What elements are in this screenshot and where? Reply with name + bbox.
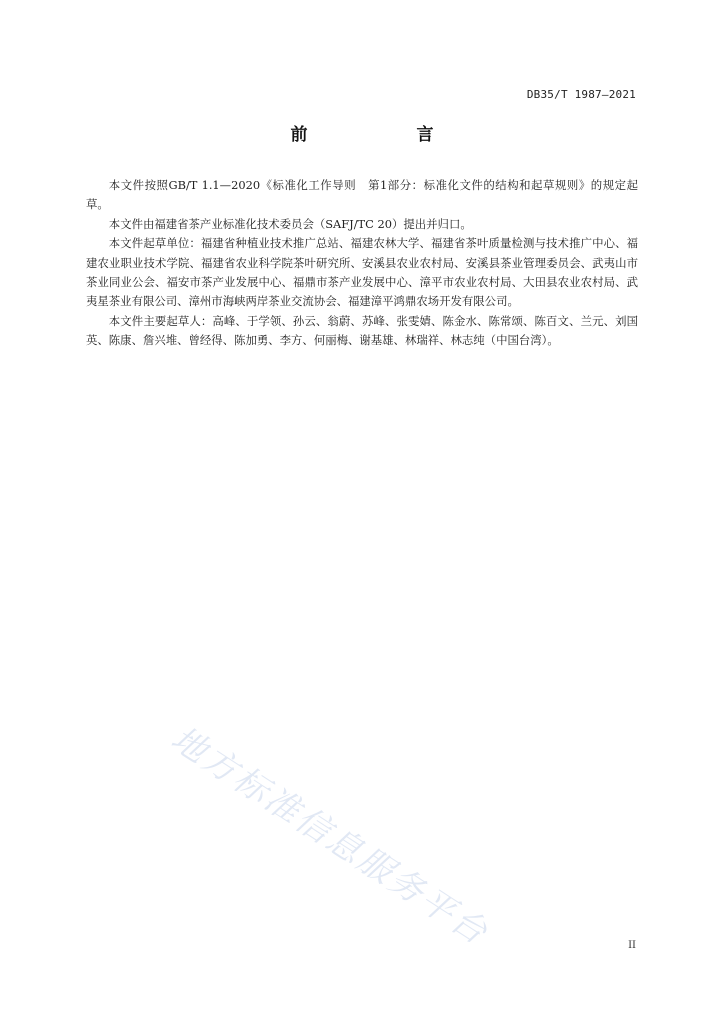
paragraph-drafting-units: 本文件起草单位：福建省种植业技术推广总站、福建农林大学、福建省茶叶质量检测与技术推广中心、福建农业职业技术学院、福建省农业科学院茶叶研究所、安溪县农业农村局、安溪县茶业管理委员会、武夷山市茶业同业公会、福安市茶产业发展中心、福鼎市茶产业发展中心、漳平市农业农村局、大田县农业农村局、武夷星茶业有限公司、漳州市海峡两岸茶业交流协会、福建漳平鸿鼎农场开发有限公司。	[86, 236, 638, 309]
foreword-body	[86, 176, 638, 351]
standard-code: DB35/T 1987—2021	[526, 88, 636, 101]
paragraph-drafting-rules: 本文件按照GB/T 1.1—2020《标准化工作导则 第1部分：标准化文件的结构和起草规则》的规定起草。	[86, 178, 638, 212]
page-number: II	[628, 940, 636, 951]
paragraph-proposer: 本文件由福建省茶产业标准化技术委员会（SAFJ/TC 20）提出并归口。	[108, 216, 472, 231]
watermark: 地方标准信息服务平台	[163, 718, 496, 954]
paragraph-drafters: 本文件主要起草人：高峰、于学领、孙云、翁蔚、苏峰、张雯婧、陈金水、陈常颂、陈百文、兰元、刘国英、陈康、詹兴堆、曾经得、陈加勇、李方、何丽梅、谢基雄、林瑞祥、林志纯（中国台湾）。	[86, 313, 638, 348]
page-title: 前 言	[290, 125, 480, 145]
